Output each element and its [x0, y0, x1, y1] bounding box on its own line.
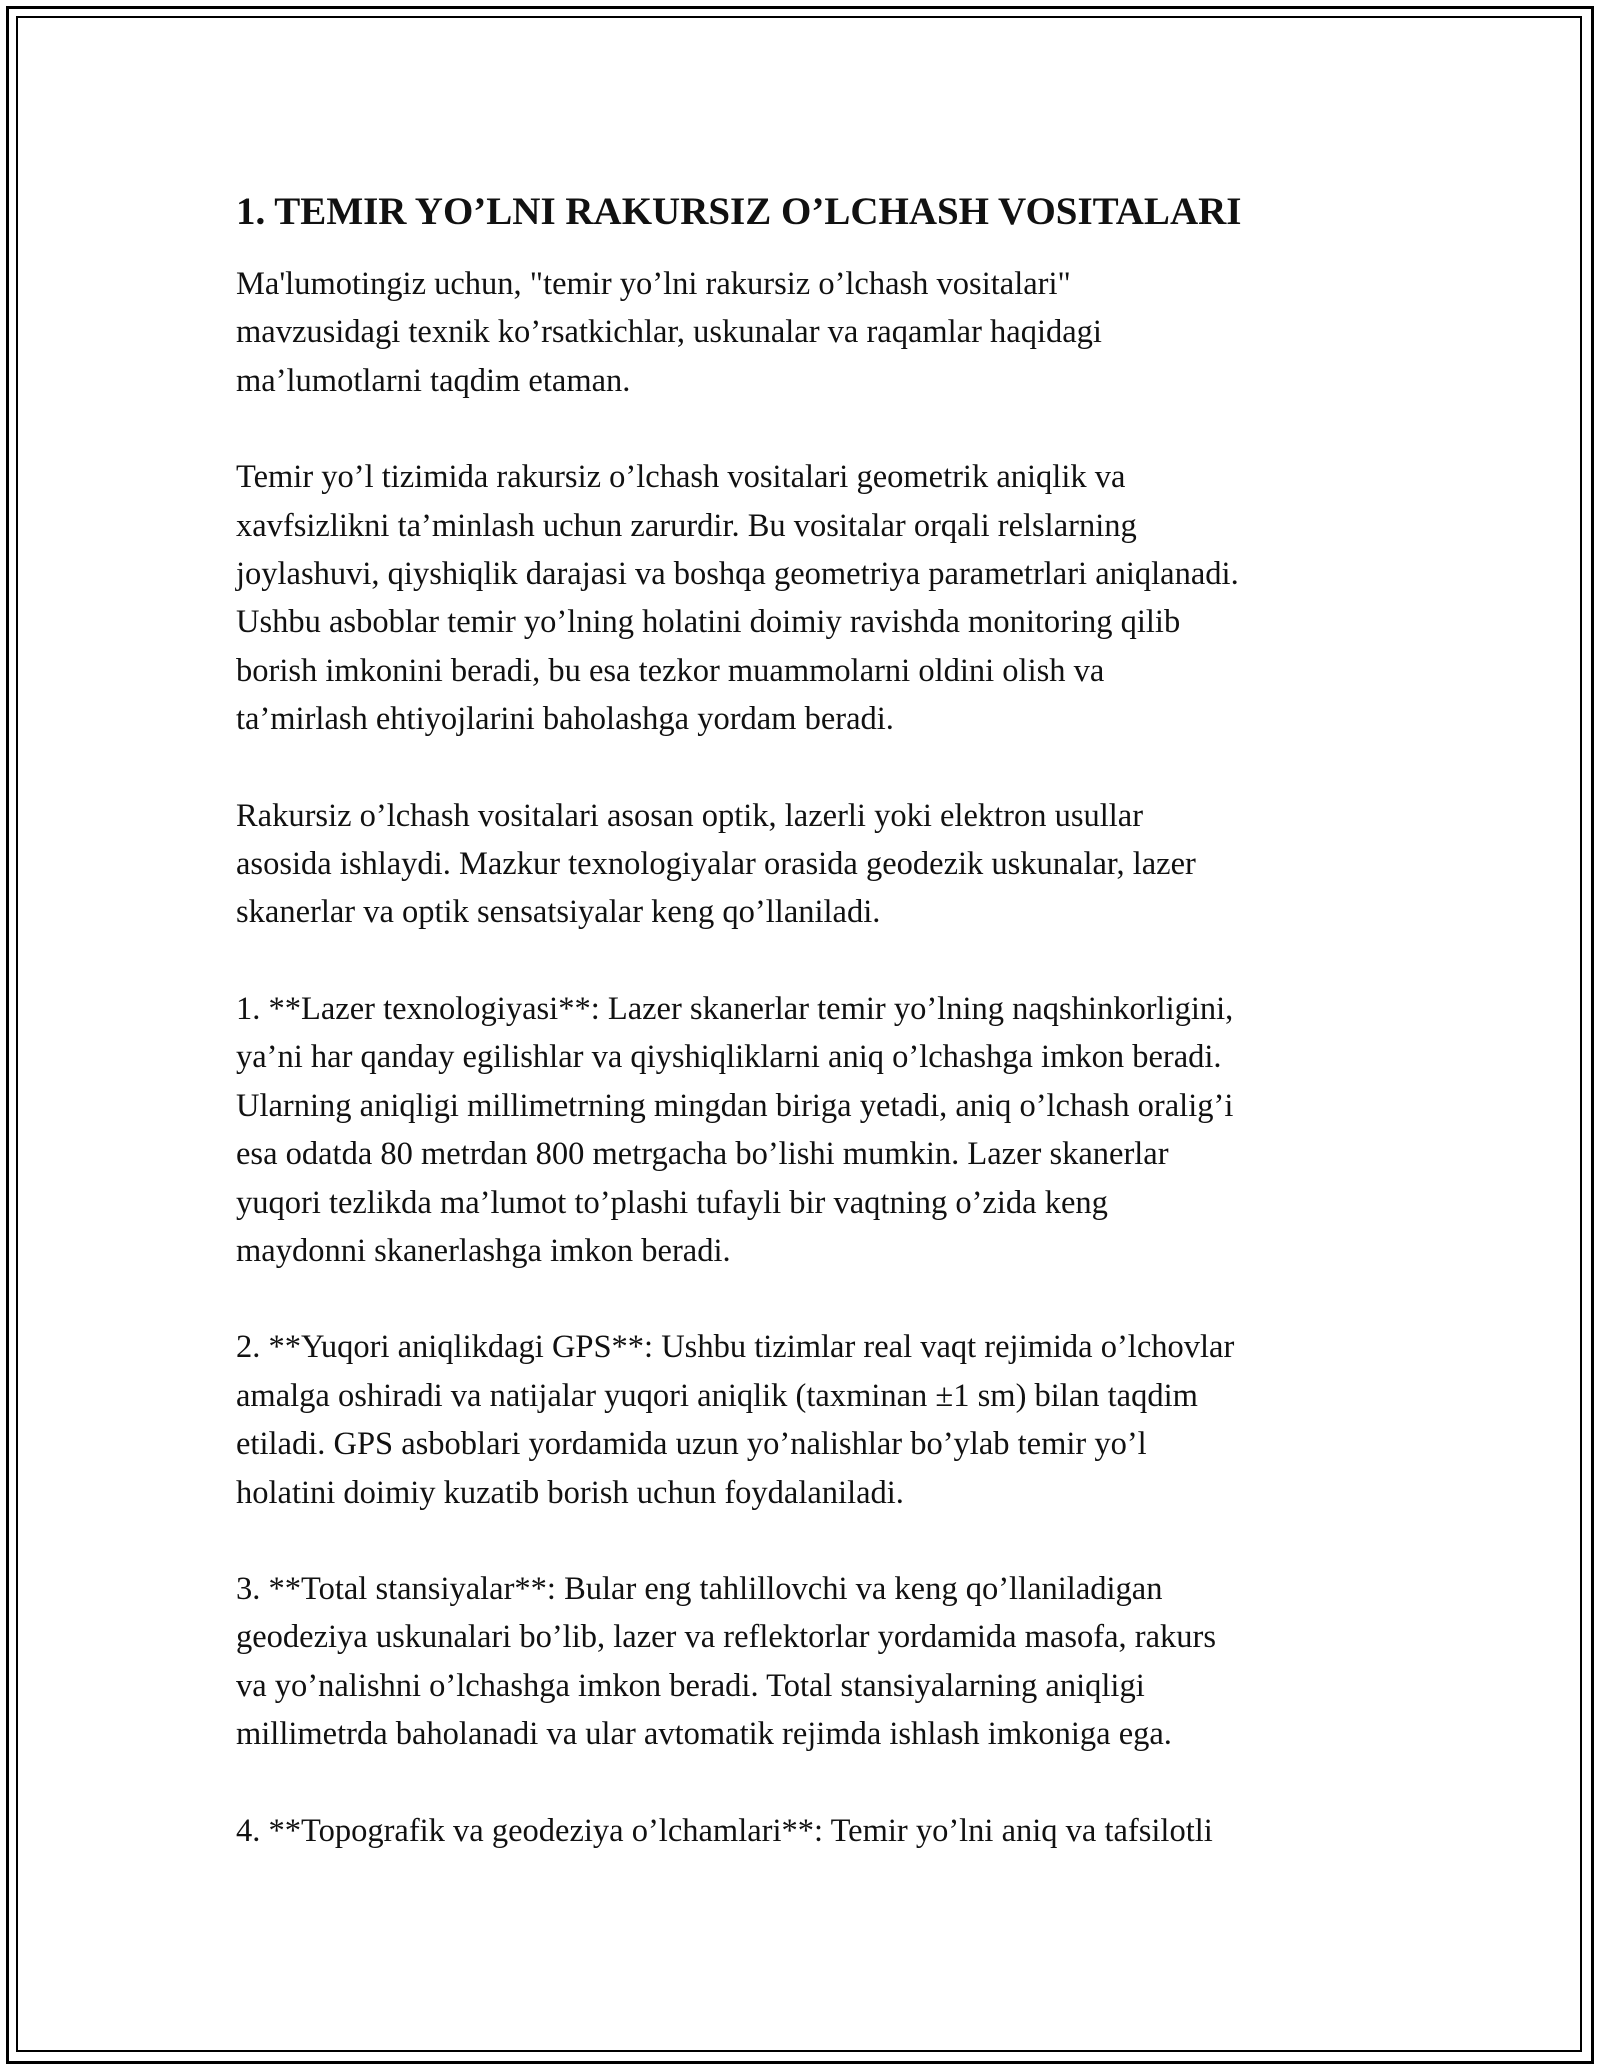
document-body — [236, 186, 1386, 1903]
paragraph-gps: 2. **Yuqori aniqlikdagi GPS**: Ushbu tizimlar real vaqt rejimida o’lchovlar amalga oshiradi va natijalar yuqori aniqlik (taxminan ±1 sm) bilan taqdim etiladi. GPS asboblari yordamida uzun yo’nalishlar bo’ylab temir yo’l holatini doimiy kuzatib borish uchun foydalaniladi. — [236, 1329, 1235, 1511]
document-title: 1. TEMIR YO’LNI RAKURSIZ O’LCHASH VOSITALARI — [236, 190, 1242, 233]
paragraph-total-stations: 3. **Total stansiyalar**: Bular eng tahlillovchi va keng qo’llaniladigan geodeziya uskunalari bo’lib, lazer va reflektorlar yordamida masofa, rakurs va yo’nalishni o’lchashga imkon beradi. Total stansiyalarning aniqligi millimetrda baholanadi va ular avtomatik rejimda ishlash imkoniga ega. — [236, 1570, 1216, 1753]
paragraph-laser-technology: 1. **Lazer texnologiyasi**: Lazer skanerlar temir yo’lning naqshinkorligini, ya’ni har qanday egilishlar va qiyshiqliklarni aniq o’lchashga imkon beradi. Ularning aniqligi millimetrning mingdan biriga yetadi, aniq o’lchash oralig’i esa odatda 80 metrdan 800 metrgacha bo’lishi mumkin. Lazer skanerlar yuqori tezlikda ma’lumot to’plashi tufayli bir vaqtning o’zida keng maydonni skanerlashga imkon beradi. — [236, 990, 1234, 1269]
paragraph-topographic: 4. **Topografik va geodeziya o’lchamlari**: Temir yo’lni aniq va tafsilotli — [236, 1812, 1213, 1849]
paragraph-purpose: Temir yo’l tizimida rakursiz o’lchash vositalari geometrik aniqlik va xavfsizlikni ta’minlash uchun zarurdir. Bu vositalar orqali relslarning joylashuvi, qiyshiqlik darajasi va boshqa geometriya parametrlari aniqlanadi. Ushbu asboblar temir yo’lning holatini doimiy ravishda monitoring qilib borish imkonini beradi, bu esa tezkor muammolarni oldini olish va ta’mirlash ehtiyojlarini baholashga yordam beradi. — [236, 459, 1239, 738]
paragraph-intro: Ma'lumotingiz uchun, "temir yo’lni rakursiz o’lchash vositalari" mavzusidagi texnik ko’rsatkichlar, uskunalar va raqamlar haqidagi ma’lumotlarni taqdim etaman. — [236, 266, 1102, 399]
paragraph-methods: Rakursiz o’lchash vositalari asosan optik, lazerli yoki elektron usullar asosida ishlaydi. Mazkur texnologiyalar orasida geodezik uskunalar, lazer skanerlar va optik sensatsiyalar keng qo’llaniladi. — [236, 797, 1196, 931]
